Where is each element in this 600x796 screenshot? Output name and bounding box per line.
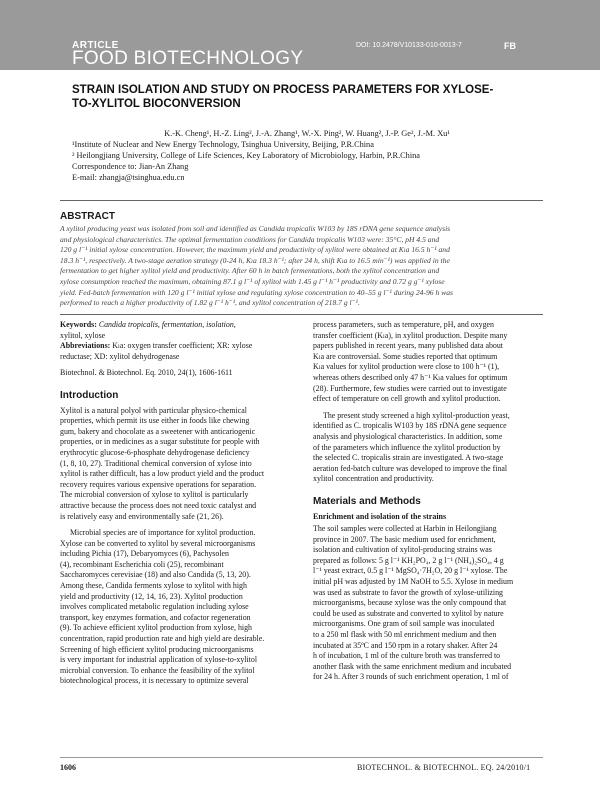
- author-block: [72, 128, 542, 183]
- text-line: properties, or in medicines as a sugar substitute for people with: [60, 437, 260, 447]
- text-line: incubated at 35ºC and 150 rpm in a rotary shaker. After 24: [313, 640, 498, 650]
- text-line: gum, bakery and chocolate as a sweetener with anticariogenic: [60, 426, 256, 436]
- paragraph: [60, 406, 306, 523]
- text-line: could be used as substrate and converted to xylitol by nature: [313, 608, 504, 618]
- paper-title: [72, 83, 542, 111]
- abbreviations-label: Abbreviations:: [60, 341, 111, 351]
- text-line: transport, key enzymes formation, and cofactor regeneration: [60, 612, 251, 622]
- text-line: Microbial species are of importance for xylitol production.: [70, 528, 256, 538]
- abbreviations: [60, 341, 306, 352]
- text-line: The soil samples were collected at Harbin in Heilongjiang: [313, 524, 497, 534]
- right-column: [313, 320, 559, 683]
- keywords-line: xylitol, xylose: [60, 330, 106, 340]
- text-line: analysis and physiological characteristics. In addition, some: [313, 431, 503, 441]
- divider: [60, 200, 543, 201]
- text-line: xylitol concentration and productivity.: [313, 474, 434, 484]
- text-line: Xylose can be converted to xylitol by several microorganisms: [60, 538, 256, 548]
- text-line: recovery requires various expensive operations for separation.: [60, 479, 257, 489]
- text-line: Among these, Candida ferments xylose to xylitol with high: [60, 581, 247, 591]
- footer-divider: [60, 757, 543, 758]
- text-line: l⁻¹ yeast extract, 0.5 g l⁻¹ MgSO₄·7H₂O, 20 g l⁻¹ xylose. The: [313, 566, 508, 576]
- text-line: The present study screened a high xylitol-production yeast,: [323, 410, 510, 420]
- text-line: initial pH was adjusted by 1M NaOH to 5.5. Xylose in medium: [313, 577, 514, 587]
- abstract-line: 120 g l⁻¹ initial xylose concentration. However, the maximum yield and productivity of xylitol were obtained at Kₗa 16.5 h⁻¹ and: [60, 245, 450, 255]
- text-line: Xylitol is a natural polyol with particular physico-chemical: [60, 405, 247, 415]
- text-line: microorganisms. One gram of soil sample was inoculated: [313, 619, 495, 629]
- text-line: prepared as follows: 5 g l⁻¹ KH₂PO₄, 2 g l⁻¹ (NH₄)₂SO₄, 4 g: [313, 555, 504, 565]
- text-line: province in 2007. The basic medium used for enrichment,: [313, 534, 496, 544]
- text-line: The microbial conversion of xylose to xylitol is particularly: [60, 490, 249, 500]
- doi-label[interactable]: DOI: 10.2478/V10133-010-0013-7: [356, 42, 462, 49]
- abbreviations-text: Kₗa: oxygen transfer coefficient; XR: xylose: [112, 341, 253, 351]
- text-line: isolation and cultivation of xylitol-producing strains was: [313, 545, 492, 555]
- citation: Biotechnol. & Biotechnol. Eq. 2010, 24(1), 1606-1611: [60, 368, 233, 378]
- text-line: another flask with the same enrichment medium and incubated: [313, 661, 512, 671]
- text-line: the selected C. tropicalis strain are investigated. A two-stage: [313, 453, 504, 463]
- text-line: biotechnological process, it is necessary to optimize several: [60, 676, 249, 686]
- abstract-line: 18.3 h⁻¹, respectively. A two-stage aeration strategy (0-24 h, Kₗa 18.3 h⁻¹; after 24 h, shift Kₗa to 16.5 min⁻¹) was applied in the: [60, 255, 450, 265]
- abstract-line: performed to reach a higher productivity of 1.82 g l⁻¹ h⁻¹, and xylitol concentration of 218.7 g l⁻¹.: [60, 298, 360, 308]
- abstract-line: fermentation to get higher xylitol yield and productivity. After 60 h in batch fermentations, both the xylitol concentration and: [60, 266, 440, 276]
- journal-banner: [0, 0, 600, 70]
- author-list: K.-K. Cheng¹, H.-Z. Ling², J.-A. Zhang¹, W.-X. Ping², W. Huang², J.-P. Ge², J.-M. Xu¹: [164, 129, 450, 138]
- divider: [60, 314, 543, 315]
- email-link[interactable]: E-mail: zhangja@tsinghua.edu.cn: [72, 173, 185, 182]
- text-line: microbial conversion. To enhance the feasibility of the xylitol: [60, 665, 255, 675]
- keywords-label: Keywords:: [60, 320, 97, 329]
- left-column: [60, 320, 306, 687]
- paragraph: [60, 528, 306, 687]
- article-type: ARTICLE: [72, 40, 119, 51]
- keywords-text: Candida tropicalis, fermentation, isolation,: [98, 320, 236, 329]
- subsection-heading: Enrichment and isolation of the strains: [313, 511, 447, 521]
- text-line: transfer coefficient (Kₗa), in xylitol production. Despite many: [313, 330, 508, 340]
- text-line: properties, which permit its use either in foods like chewing: [60, 416, 250, 426]
- page-number: 1606: [60, 763, 76, 772]
- section-heading-introduction: Introduction: [60, 389, 119, 401]
- text-line: is relatively easy and environmentally safe (21, 26).: [60, 511, 224, 521]
- text-line: for 24 h. After 3 rounds of such enrichment operation, 1 ml of: [313, 672, 509, 682]
- paragraph: [313, 320, 559, 405]
- title-line: TO-XYLITOL BIOCONVERSION: [72, 98, 241, 110]
- text-line: Saccharomyces cerevisiae (18) and also Candida (5, 13, 20).: [60, 570, 251, 580]
- text-line: microorganisms, because xylose was the only compound that: [313, 598, 507, 608]
- abstract-line: xylose consumption reached the maximum, obtaining 87.1 g l⁻¹ of xylitol with 1.45 g l⁻¹ h⁻¹ productivity and 0.72 g g⁻¹ xylose: [60, 276, 445, 286]
- text-line: Kₗa are controversial. Some studies reported that optimum: [313, 351, 498, 361]
- text-line: papers published in recent years, many published data about: [313, 341, 503, 351]
- paragraph: [313, 524, 559, 683]
- text-line: whereas others described only 47 h⁻¹ Kₗa values for optimum: [313, 372, 508, 382]
- section-code: FB: [504, 41, 516, 51]
- text-line: (9). To achieve efficient xylitol production from xylose, high: [60, 623, 252, 633]
- affiliation: ² Heilongjiang University, College of Life Sciences, Key Laboratory of Microbiology, Harbin, P.R.China: [72, 151, 420, 160]
- text-line: was used as substrate to favor the growth of xylose-utilizing: [313, 587, 503, 597]
- affiliation: ¹Institute of Nuclear and New Energy Technology, Tsinghua University, Beijing, P.R.China: [72, 140, 374, 149]
- text-line: xylitol is rather difficult, has a low product yield and the product: [60, 469, 265, 479]
- text-line: is very important for industrial application of xylose-to-xylitol: [60, 655, 258, 665]
- abstract-heading: ABSTRACT: [60, 211, 115, 222]
- text-line: yield and productivity (12, 14, 16, 23). Xylitol production: [60, 591, 243, 601]
- abstract-line: yield. Fed-batch fermentation with 120 g l⁻¹ initial xylose and regulating xylose concentration to 40–55 g l⁻¹ during 24-96 h was: [60, 287, 453, 297]
- text-line: involves complicated metabolic regulation including xylose: [60, 602, 249, 612]
- journal-section-title: FOOD BIOTECHNOLOGY: [72, 48, 304, 69]
- section-heading-methods: Materials and Methods: [313, 495, 421, 507]
- text-line: Screening of high efficient xylitol producing microorganisms: [60, 644, 254, 654]
- text-line: to a 250 ml flask with 50 ml enrichment medium and then: [313, 630, 497, 640]
- abstract-text: [60, 224, 543, 309]
- text-line: including Pichia (17), Debaryomyces (6), Pachysolen: [60, 549, 229, 559]
- text-line: (4), recombinant Escherichia coli (25), recombinant: [60, 559, 224, 569]
- text-line: concentration, rapid production rate and high yield are desirable.: [60, 634, 265, 644]
- text-line: effect of temperature on cell growth and xylitol production.: [313, 394, 501, 404]
- abstract-line: and physiological characteristics. The optimal fermentation conditions for Candida tropicalis W103 were: 35°C, pH 4.5 and: [60, 234, 440, 244]
- text-line: of the parameters which influence the xylitol production by: [313, 442, 501, 452]
- text-line: attractive because the process does not need toxic catalyst and: [60, 500, 257, 510]
- running-footer: BIOTECHNOL. & BIOTECHNOL. EQ. 24/2010/1: [357, 763, 531, 772]
- text-line: erythrocytic glucose-6-phosphate dehydrogenase deficiency: [60, 447, 250, 457]
- correspondence: Correspondence to: Jian-An Zhang: [72, 162, 189, 171]
- text-line: (1, 8, 10, 27). Traditional chemical conversion of xylose into: [60, 458, 252, 468]
- abstract-line: A xylitol producing yeast was isolated from soil and identified as Candida tropicalis W103 by 18S rDNA gene sequence analysis: [60, 224, 451, 233]
- text-line: identified as C. tropicalis W103 by 18S rDNA gene sequence: [313, 421, 507, 431]
- text-line: Kₗa values for xylitol production were close to 100 h⁻¹ (1),: [313, 362, 500, 372]
- abbreviations-line: reductase; XD: xylitol dehydrogenase: [60, 351, 180, 361]
- paragraph: [313, 411, 559, 485]
- title-line: STRAIN ISOLATION AND STUDY ON PROCESS PARAMETERS FOR XYLOSE-: [72, 84, 494, 96]
- text-line: (28). Furthermore, few studies were carried out to investigate: [313, 383, 507, 393]
- text-line: process parameters, such as temperature, pH, and oxygen: [313, 320, 494, 329]
- text-line: aeration fed-batch culture was developed to improve the final: [313, 463, 508, 473]
- keywords: [60, 320, 306, 331]
- text-line: h of incubation, 1 ml of the culture broth was transferred to: [313, 651, 501, 661]
